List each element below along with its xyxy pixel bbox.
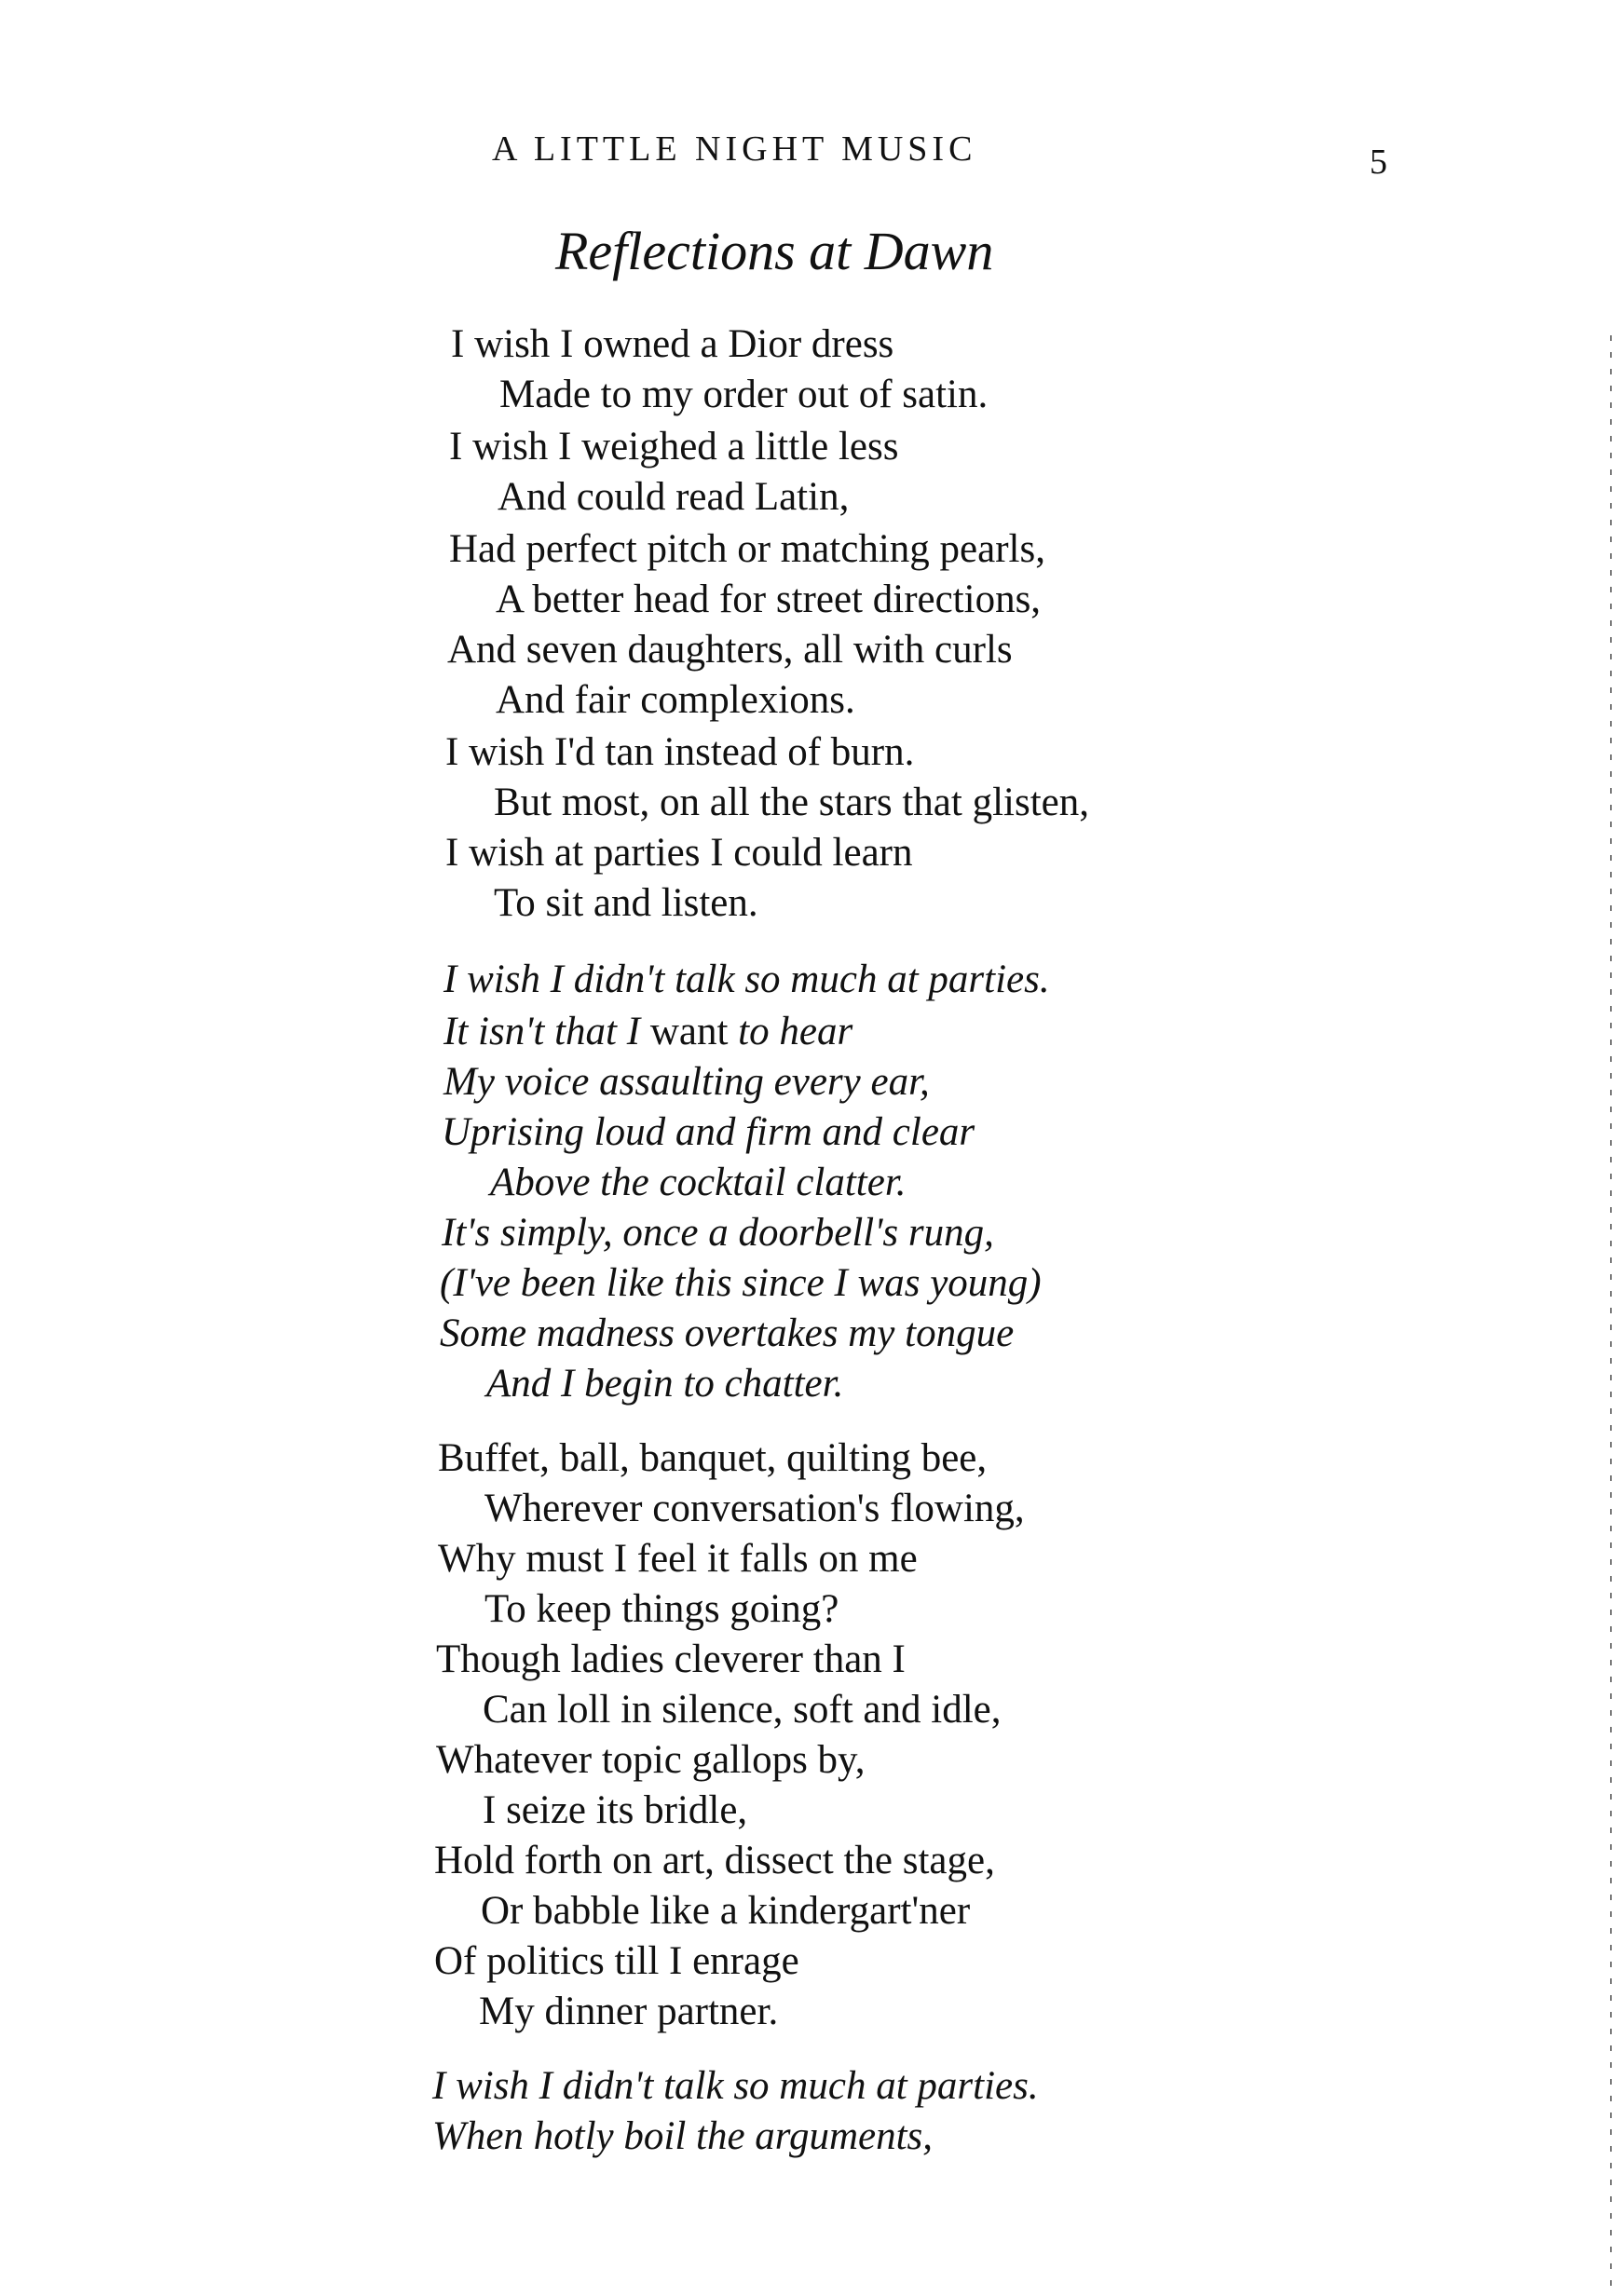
poem-line: I wish at parties I could learn xyxy=(445,831,913,875)
poem-line: To sit and listen. xyxy=(494,881,758,925)
poem-line: Whatever topic gallops by, xyxy=(436,1738,866,1782)
poem-line: Wherever conversation's flowing, xyxy=(484,1487,1025,1530)
running-header: A LITTLE NIGHT MUSIC xyxy=(492,129,977,169)
poem-line: And seven daughters, all with curls xyxy=(447,628,1013,672)
poem-line: (I've been like this since I was young) xyxy=(440,1261,1042,1305)
poem-line: And could read Latin, xyxy=(498,475,850,519)
poem-line: Had perfect pitch or matching pearls, xyxy=(449,527,1045,571)
poem-line: Can loll in silence, soft and idle, xyxy=(483,1688,1002,1732)
poem-line: Or babble like a kindergart'ner xyxy=(481,1889,971,1933)
poem-line: Of politics till I enrage xyxy=(434,1939,799,1983)
poem-line: I wish I owned a Dior dress xyxy=(451,322,894,366)
poem-line: Buffet, ball, banquet, quilting bee, xyxy=(438,1436,988,1480)
poem-line-mixed xyxy=(443,1012,852,1052)
poem-line: But most, on all the stars that glisten, xyxy=(494,781,1089,824)
poem-line: Some madness overtakes my tongue xyxy=(440,1311,1015,1355)
poem-line-part: It isn't that I xyxy=(443,1010,641,1053)
poem-line: I wish I didn't talk so much at parties. xyxy=(443,958,1050,1001)
poem-line: It's simply, once a doorbell's rung, xyxy=(442,1211,994,1255)
poem-line-part: want xyxy=(649,1010,729,1053)
poem-line-part: to hear xyxy=(738,1010,853,1053)
page-edge-shadow xyxy=(1610,335,1612,2291)
poem-line: My dinner partner. xyxy=(479,1990,779,2033)
poem-line: And I begin to chatter. xyxy=(486,1362,844,1406)
poem-line: When hotly boil the arguments, xyxy=(432,2114,934,2158)
poem-line: Hold forth on art, dissect the stage, xyxy=(434,1839,995,1882)
poem-line: Uprising loud and firm and clear xyxy=(442,1110,975,1154)
poem-line: Though ladies cleverer than I xyxy=(436,1637,906,1681)
poem-line: Above the cocktail clatter. xyxy=(490,1161,907,1204)
poem-line: And fair complexions. xyxy=(496,678,855,722)
poem-line: Made to my order out of satin. xyxy=(499,373,989,416)
page-number: 5 xyxy=(1370,143,1387,182)
poem-line: I wish I'd tan instead of burn. xyxy=(445,730,915,774)
poem-title: Reflections at Dawn xyxy=(555,221,994,281)
poem-line: I seize its bridle, xyxy=(483,1788,748,1832)
poem-line: I wish I weighed a little less xyxy=(449,425,899,469)
poem-line: My voice assaulting every ear, xyxy=(443,1060,930,1104)
poem-line: Why must I feel it falls on me xyxy=(438,1537,918,1581)
poem-line: To keep things going? xyxy=(484,1587,839,1631)
poem-line: A better head for street directions, xyxy=(496,577,1042,621)
poem-line: I wish I didn't talk so much at parties. xyxy=(432,2064,1039,2108)
